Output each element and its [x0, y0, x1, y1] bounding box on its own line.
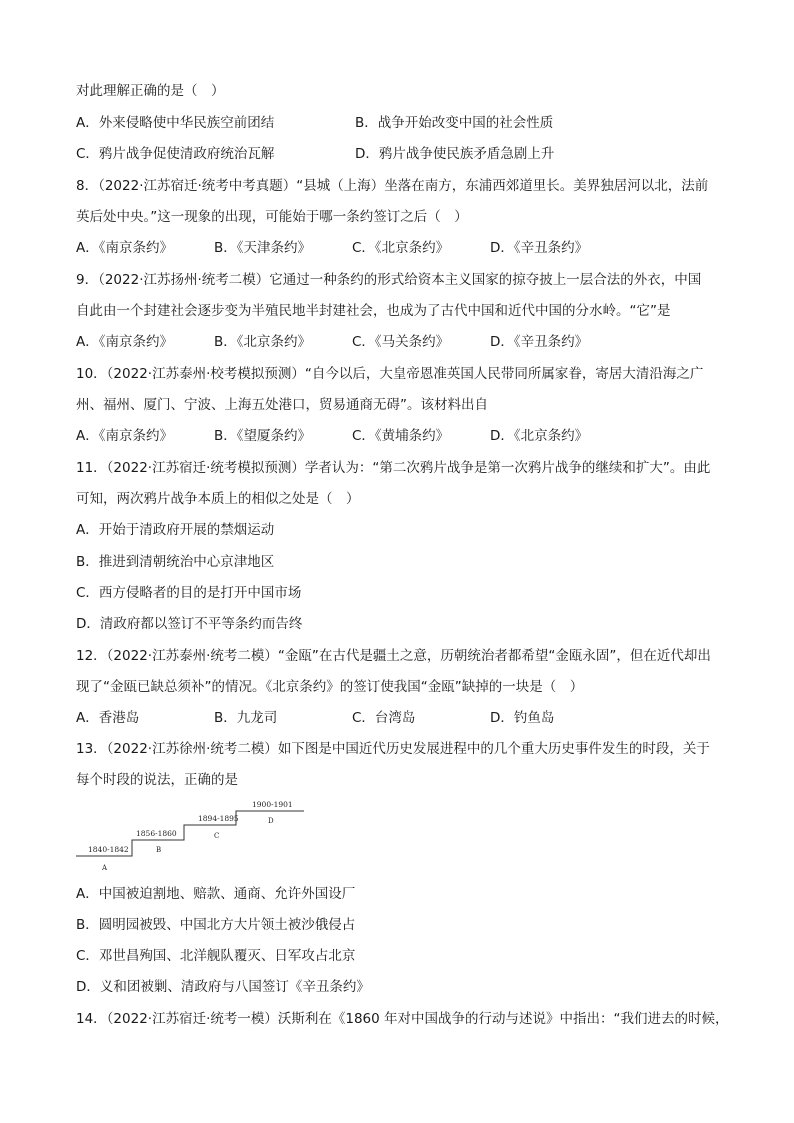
option-d[interactable]: D．义和团被剿、清政府与八国签订《辛丑条约》: [76, 979, 370, 995]
question-10-line-2: 州、福州、厦门、宁波、上海五处港口，贸易通商无碍”。该材料出自: [76, 397, 488, 413]
option-c[interactable]: C．《北京条约》: [352, 240, 450, 256]
option-a[interactable]: A．开始于清政府开展的禁烟运动: [76, 522, 275, 538]
option-b[interactable]: B．圆明园被毁、中国北方大片领土被沙俄侵占: [76, 917, 356, 933]
option-b[interactable]: B．九龙司: [214, 710, 278, 726]
option-c[interactable]: C．台湾岛: [352, 710, 416, 726]
question-13-line-1: 13．（2022·江苏徐州·统考二模）如下图是中国近代历史发展进程中的几个重大历史事件发生的时段，关于: [76, 741, 710, 757]
option-c[interactable]: C．鸦片战争促使清政府统治瓦解: [76, 146, 275, 162]
option-d[interactable]: D．《北京条约》: [490, 428, 589, 444]
question-13-line-2: 每个时段的说法，正确的是: [76, 772, 238, 788]
period-years-c: 1894-1895: [198, 814, 239, 823]
option-d[interactable]: D．清政府都以签订不平等条约而告终: [76, 616, 303, 632]
question-8-line-2: 英后处中央。”这一现象的出现，可能始于哪一条约签订之后（ ）: [76, 209, 468, 225]
period-years-d: 1900-1901: [252, 800, 293, 809]
option-b[interactable]: B．推进到清朝统治中心京津地区: [76, 554, 275, 570]
option-c[interactable]: C．西方侵略者的目的是打开中国市场: [76, 585, 302, 601]
option-d[interactable]: D．《辛丑条约》: [490, 240, 589, 256]
option-a[interactable]: A．外来侵略使中华民族空前团结: [76, 115, 275, 131]
period-letter-a: A: [102, 864, 108, 872]
question-12-line-2: 现了“金瓯已缺总须补”的情况。《北京条约》的签订使我国“金瓯”缺掉的一块是（ ）: [76, 679, 584, 695]
option-a[interactable]: A．香港岛: [76, 710, 140, 726]
option-a[interactable]: A．中国被迫割地、赔款、通商、允许外国设厂: [76, 886, 356, 902]
option-b[interactable]: B．战争开始改变中国的社会性质: [355, 115, 554, 131]
option-c[interactable]: C．邓世昌殉国、北洋舰队覆灭、日军攻占北京: [76, 948, 356, 964]
option-b[interactable]: B．《望厦条约》: [214, 428, 312, 444]
question-stem-line: 对此理解正确的是（ ）: [76, 83, 225, 99]
option-d[interactable]: D．钓鱼岛: [490, 710, 555, 726]
option-d[interactable]: D．鸦片战争使民族矛盾急剧上升: [355, 146, 555, 162]
question-9-line-2: 自此由一个封建社会逐步变为半殖民地半封建社会，也成为了古代中国和近代中国的分水岭。“它”是: [76, 303, 671, 319]
option-a[interactable]: A．《南京条约》: [76, 240, 173, 256]
option-d[interactable]: D．《辛丑条约》: [490, 334, 589, 350]
question-9-line-1: 9．（2022·江苏扬州·统考二模）它通过一种条约的形式给资本主义国家的掠夺披上一层合法的外衣，中国: [76, 272, 702, 288]
option-c[interactable]: C．《马关条约》: [352, 334, 450, 350]
question-12-line-1: 12．（2022·江苏泰州·统考二模）“金瓯”在古代是疆土之意，历朝统治者都希望“金瓯永固”，但在近代却出: [76, 648, 711, 664]
option-a[interactable]: A．《南京条约》: [76, 334, 173, 350]
history-timeline-figure: [74, 796, 306, 876]
period-letter-d: D: [268, 817, 274, 825]
question-8-line-1: 8．（2022·江苏宿迁·统考中考真题）“县城（上海）坐落在南方，东浦西郊道里长。美界独居河以北，法前: [76, 178, 709, 194]
period-years-b: 1856-1860: [136, 829, 177, 838]
option-c[interactable]: C．《黄埔条约》: [352, 428, 450, 444]
option-b[interactable]: B．《天津条约》: [214, 240, 312, 256]
question-11-line-2: 可知，两次鸦片战争本质上的相似之处是（ ）: [76, 491, 360, 507]
option-a[interactable]: A．《南京条约》: [76, 428, 173, 444]
period-letter-c: C: [214, 832, 220, 840]
question-14-line-1: 14．（2022·江苏宿迁·统考一模）沃斯利在《1860 年对中国战争的行动与述说》中指出：“我们进去的时候，: [76, 1011, 729, 1027]
period-years-a: 1840-1842: [88, 845, 129, 854]
question-11-line-1: 11．（2022·江苏宿迁·统考模拟预测）学者认为：“第二次鸦片战争是第一次鸦片战争的继续和扩大”。由此: [76, 460, 711, 476]
period-letter-b: B: [156, 846, 162, 854]
option-b[interactable]: B．《北京条约》: [214, 334, 312, 350]
question-10-line-1: 10．（2022·江苏泰州·校考模拟预测）“自今以后，大皇帝恩准英国人民带同所属家眷，寄居大清沿海之广: [76, 366, 704, 382]
